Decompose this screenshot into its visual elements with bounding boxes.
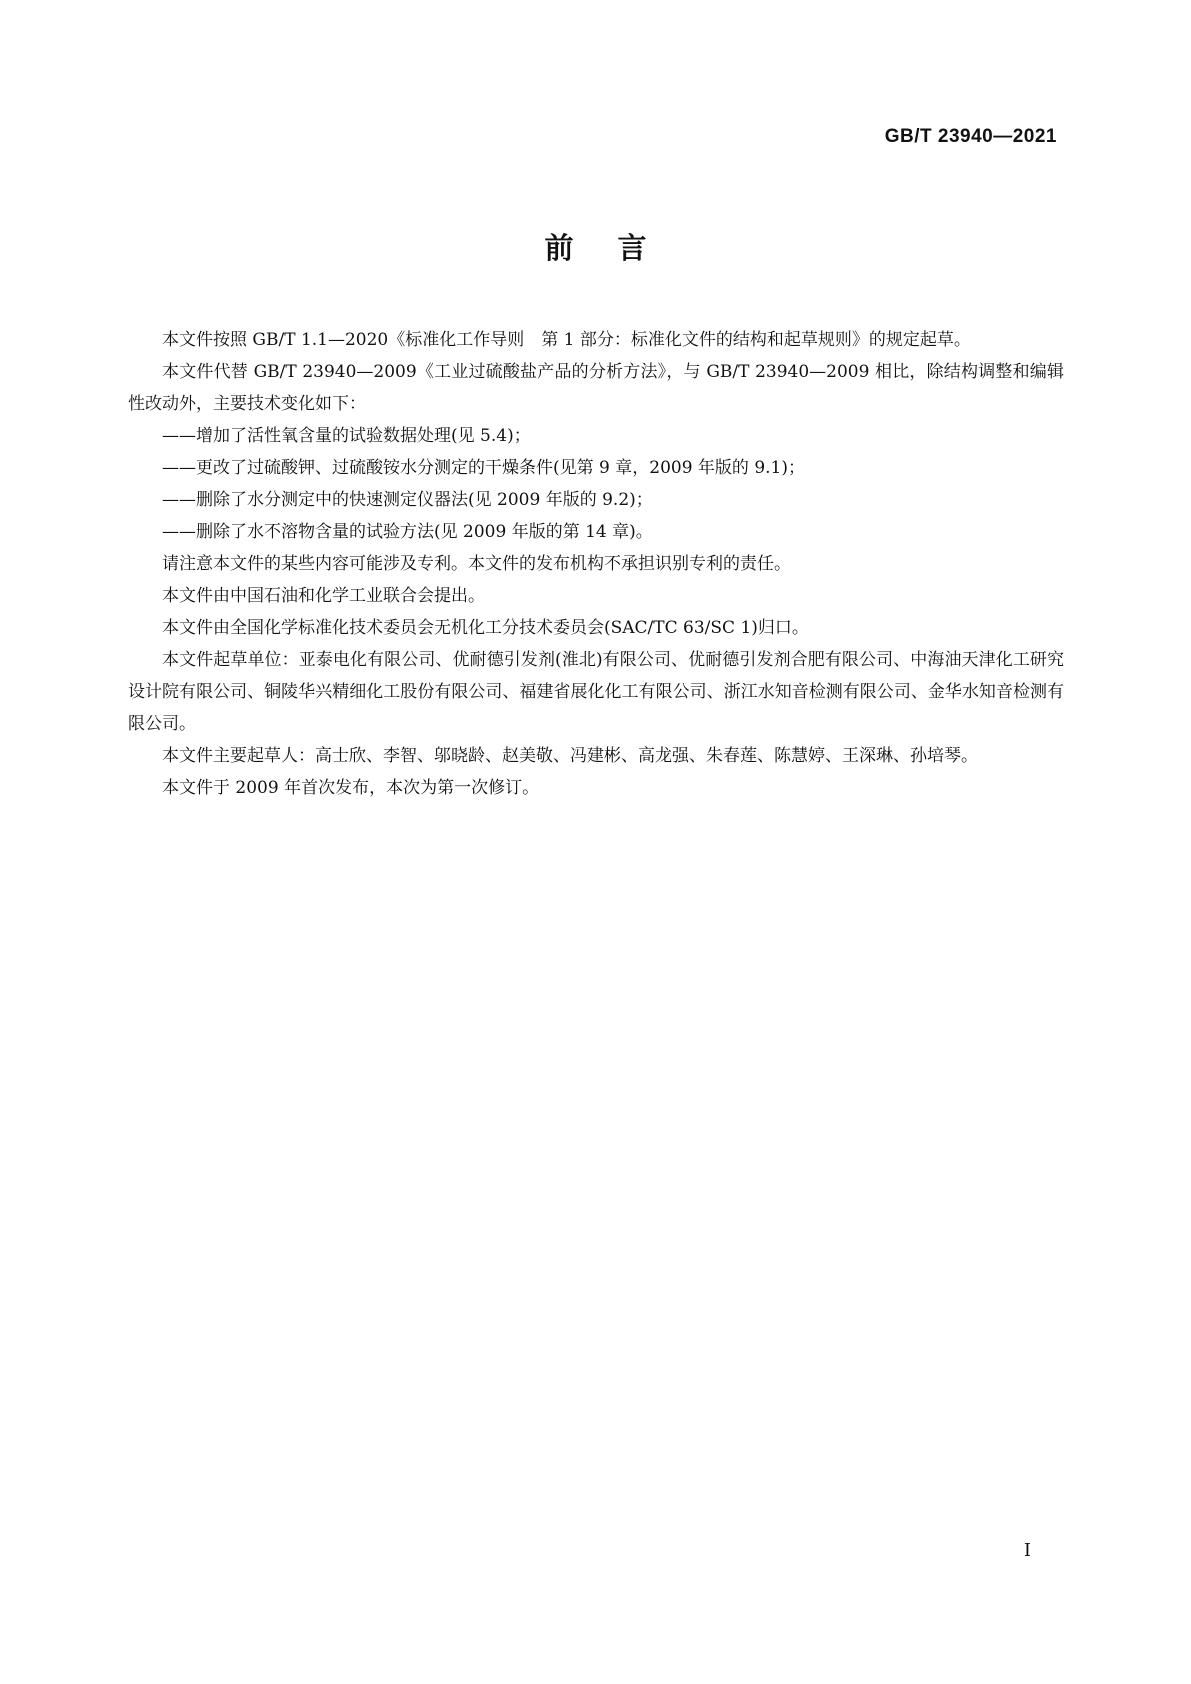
change-item: ——删除了水不溶物含量的试验方法(见 2009 年版的第 14 章)。: [162, 522, 653, 542]
paragraph-drafters: 本文件主要起草人：高士欣、李智、邬晓龄、赵美敬、冯建彬、高龙强、朱春莲、陈慧婷、王深琳、孙培琴。: [162, 746, 978, 766]
change-item: ——更改了过硫酸钾、过硫酸铵水分测定的干燥条件(见第 9 章，2009 年版的 9.1)；: [162, 458, 805, 478]
paragraph-patent-notice: 请注意本文件的某些内容可能涉及专利。本文件的发布机构不承担识别专利的责任。: [162, 554, 791, 574]
paragraph-proposer: 本文件由中国石油和化学工业联合会提出。: [162, 586, 485, 606]
change-item: ——删除了水分测定中的快速测定仪器法(见 2009 年版的 9.2)；: [162, 490, 653, 510]
paragraph-drafting-units: 本文件起草单位：亚泰电化有限公司、优耐德引发剂(淮北)有限公司、优耐德引发剂合肥有限公司、中海油天津化工研究设计院有限公司、铜陵华兴精细化工股份有限公司、福建省展化化工有限公司、浙江水知音检测有限公司、金华水知音检测有限公司。: [128, 650, 1064, 734]
paragraph-committee: 本文件由全国化学标准化技术委员会无机化工分技术委员会(SAC/TC 63/SC 1)归口。: [162, 618, 809, 638]
paragraph-history: 本文件于 2009 年首次发布，本次为第一次修订。: [162, 778, 540, 798]
change-item: ——增加了活性氧含量的试验数据处理(见 5.4)；: [162, 426, 531, 446]
section-title: 前言: [544, 231, 691, 265]
paragraph-replacement: 本文件代替 GB/T 23940—2009《工业过硫酸盐产品的分析方法》，与 GB/T 23940—2009 相比，除结构调整和编辑性改动外，主要技术变化如下：: [128, 362, 1064, 414]
page-number: I: [1023, 1540, 1031, 1561]
standard-code: GB/T 23940—2021: [884, 126, 1057, 147]
paragraph-drafting-rules: 本文件按照 GB/T 1.1—2020《标准化工作导则 第 1 部分：标准化文件的结构和起草规则》的规定起草。: [162, 330, 971, 350]
foreword-body: [128, 324, 1064, 804]
